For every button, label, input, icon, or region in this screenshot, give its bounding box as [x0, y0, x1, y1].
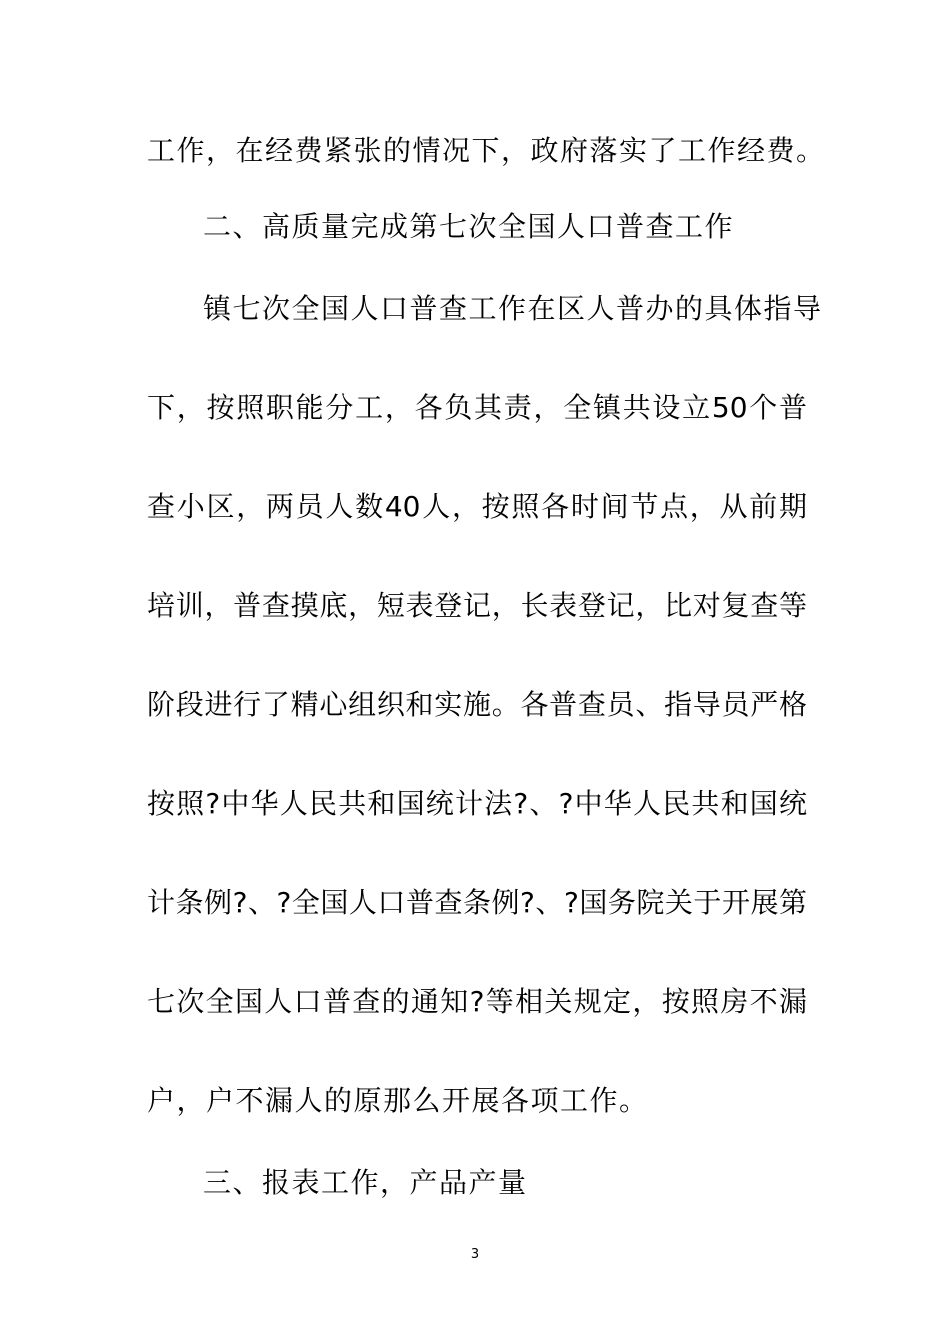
body-text-line: 下，按照职能分工，各负其责，全镇共设立50个普	[147, 391, 807, 424]
section-heading: 二、高质量完成第七次全国人口普查工作	[203, 210, 735, 243]
body-text-line: 培训，普查摸底，短表登记，长表登记，比对复查等	[147, 589, 807, 622]
page-number: 3	[470, 1247, 480, 1262]
body-text-line: 阶段进行了精心组织和实施。各普查员、指导员严格	[147, 688, 807, 721]
body-text-line: 镇七次全国人口普查工作在区人普办的具体指导	[203, 292, 823, 325]
body-text-line: 查小区，两员人数40人，按照各时间节点，从前期	[147, 490, 807, 523]
body-text-line: 工作，在经费紧张的情况下，政府落实了工作经费。	[147, 134, 826, 167]
body-text-line: 户，户不漏人的原那么开展各项工作。	[147, 1084, 649, 1117]
section-heading: 三、报表工作，产品产量	[203, 1166, 528, 1199]
body-text-line: 计条例?、?全国人口普查条例?、?国务院关于开展第	[147, 886, 807, 919]
body-text-line: 按照?中华人民共和国统计法?、?中华人民共和国统	[147, 787, 807, 820]
body-text-line: 七次全国人口普查的通知?等相关规定，按照房不漏	[147, 985, 807, 1018]
